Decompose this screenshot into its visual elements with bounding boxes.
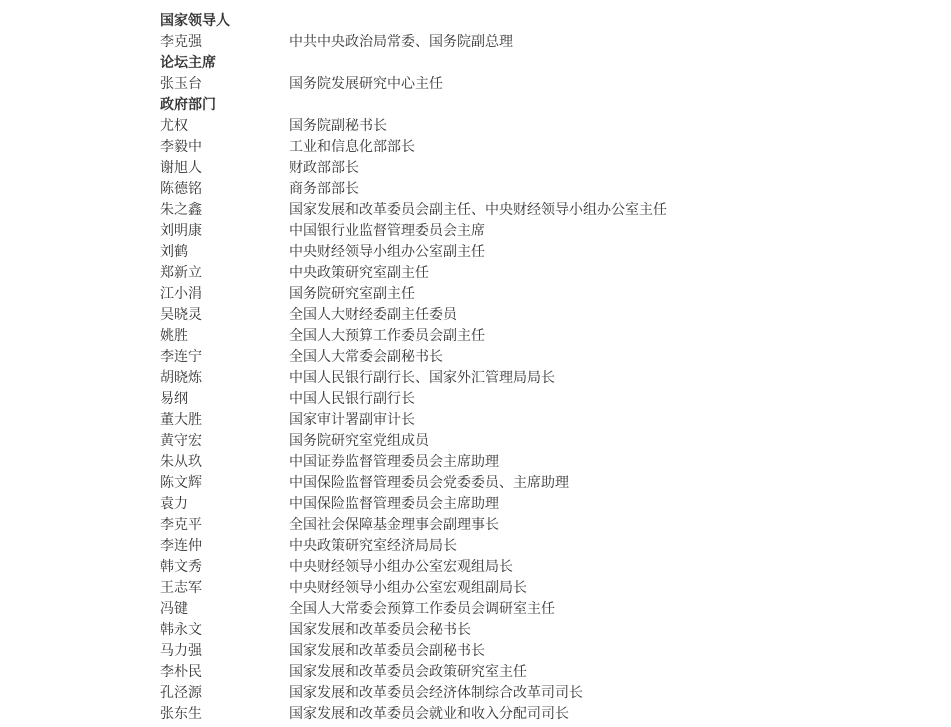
- person-name: 李克平: [160, 517, 202, 533]
- person-row: [160, 158, 940, 179]
- person-row: [160, 704, 940, 725]
- person-title: 国务院发展研究中心主任: [289, 76, 443, 92]
- person-title: 商务部部长: [289, 181, 359, 197]
- person-name: 袁力: [160, 496, 188, 512]
- person-name: 郑新立: [160, 265, 202, 281]
- person-row: [160, 515, 940, 536]
- person-name: 李连宁: [160, 349, 202, 365]
- person-title: 中共中央政治局常委、国务院副总理: [289, 34, 513, 50]
- person-row: [160, 263, 940, 284]
- person-name: 陈文辉: [160, 475, 202, 491]
- person-row: [160, 326, 940, 347]
- person-row: [160, 578, 940, 599]
- person-row: [160, 368, 940, 389]
- person-title: 国务院研究室副主任: [289, 286, 415, 302]
- person-name: 朱从玖: [160, 454, 202, 470]
- person-title: 财政部部长: [289, 160, 359, 176]
- person-row: [160, 473, 940, 494]
- person-name: 李毅中: [160, 139, 202, 155]
- person-title: 中国证券监督管理委员会主席助理: [289, 454, 499, 470]
- person-name: 江小涓: [160, 286, 202, 302]
- person-title: 中国保险监督管理委员会党委委员、主席助理: [289, 475, 569, 491]
- person-title: 中国保险监督管理委员会主席助理: [289, 496, 499, 512]
- person-title: 中国银行业监督管理委员会主席: [289, 223, 485, 239]
- person-name: 姚胜: [160, 328, 188, 344]
- person-row: [160, 74, 940, 95]
- person-title: 中央财经领导小组办公室宏观组副局长: [289, 580, 527, 596]
- person-title: 国家发展和改革委员会副秘书长: [289, 643, 485, 659]
- person-row: [160, 284, 940, 305]
- person-name: 刘鹤: [160, 244, 188, 260]
- person-name: 李克强: [160, 34, 202, 50]
- person-title: 全国人大预算工作委员会副主任: [289, 328, 485, 344]
- person-title: 国务院副秘书长: [289, 118, 387, 134]
- person-row: [160, 431, 940, 452]
- person-row: [160, 599, 940, 620]
- person-row: [160, 116, 940, 137]
- person-name: 李连仲: [160, 538, 202, 554]
- person-name: 吴晓灵: [160, 307, 202, 323]
- person-title: 全国人大财经委副主任委员: [289, 307, 457, 323]
- person-name: 王志军: [160, 580, 202, 596]
- person-title: 全国人大常委会副秘书长: [289, 349, 443, 365]
- person-row: [160, 347, 940, 368]
- person-title: 中国人民银行副行长: [289, 391, 415, 407]
- person-name: 张东生: [160, 706, 202, 722]
- person-title: 中央财经领导小组办公室宏观组局长: [289, 559, 513, 575]
- section-title: 政府部门: [160, 97, 216, 113]
- person-row: [160, 32, 940, 53]
- person-name: 陈德铭: [160, 181, 202, 197]
- person-name: 易纲: [160, 391, 188, 407]
- person-name: 韩永文: [160, 622, 202, 638]
- person-title: 国家发展和改革委员会副主任、中央财经领导小组办公室主任: [289, 202, 667, 218]
- person-row: [160, 410, 940, 431]
- person-name: 黄守宏: [160, 433, 202, 449]
- person-title: 全国人大常委会预算工作委员会调研室主任: [289, 601, 555, 617]
- person-title: 国务院研究室党组成员: [289, 433, 429, 449]
- person-title: 国家审计署副审计长: [289, 412, 415, 428]
- person-title: 中国人民银行副行长、国家外汇管理局局长: [289, 370, 555, 386]
- person-name: 马力强: [160, 643, 202, 659]
- person-row: [160, 137, 940, 158]
- person-row: [160, 620, 940, 641]
- person-row: [160, 683, 940, 704]
- person-row: [160, 305, 940, 326]
- person-name: 韩文秀: [160, 559, 202, 575]
- person-title: 工业和信息化部部长: [289, 139, 415, 155]
- person-name: 谢旭人: [160, 160, 202, 176]
- person-row: [160, 452, 940, 473]
- attendee-list: [160, 11, 940, 725]
- person-row: [160, 389, 940, 410]
- person-row: [160, 179, 940, 200]
- person-row: [160, 242, 940, 263]
- person-row: [160, 221, 940, 242]
- person-title: 中央政策研究室副主任: [289, 265, 429, 281]
- person-title: 中央政策研究室经济局局长: [289, 538, 457, 554]
- person-name: 尤权: [160, 118, 188, 134]
- person-title: 国家发展和改革委员会就业和收入分配司司长: [289, 706, 569, 722]
- section-title: 国家领导人: [160, 13, 230, 29]
- person-name: 李朴民: [160, 664, 202, 680]
- section-title: 论坛主席: [160, 55, 216, 71]
- person-name: 孔泾源: [160, 685, 202, 701]
- person-name: 胡晓炼: [160, 370, 202, 386]
- person-title: 全国社会保障基金理事会副理事长: [289, 517, 499, 533]
- person-title: 国家发展和改革委员会经济体制综合改革司司长: [289, 685, 583, 701]
- person-row: [160, 557, 940, 578]
- person-name: 朱之鑫: [160, 202, 202, 218]
- person-title: 中央财经领导小组办公室副主任: [289, 244, 485, 260]
- person-name: 董大胜: [160, 412, 202, 428]
- person-row: [160, 536, 940, 557]
- person-name: 张玉台: [160, 76, 202, 92]
- person-name: 刘明康: [160, 223, 202, 239]
- person-name: 冯键: [160, 601, 188, 617]
- person-row: [160, 200, 940, 221]
- person-row: [160, 641, 940, 662]
- person-title: 国家发展和改革委员会秘书长: [289, 622, 471, 638]
- person-title: 国家发展和改革委员会政策研究室主任: [289, 664, 527, 680]
- person-row: [160, 494, 940, 515]
- person-row: [160, 662, 940, 683]
